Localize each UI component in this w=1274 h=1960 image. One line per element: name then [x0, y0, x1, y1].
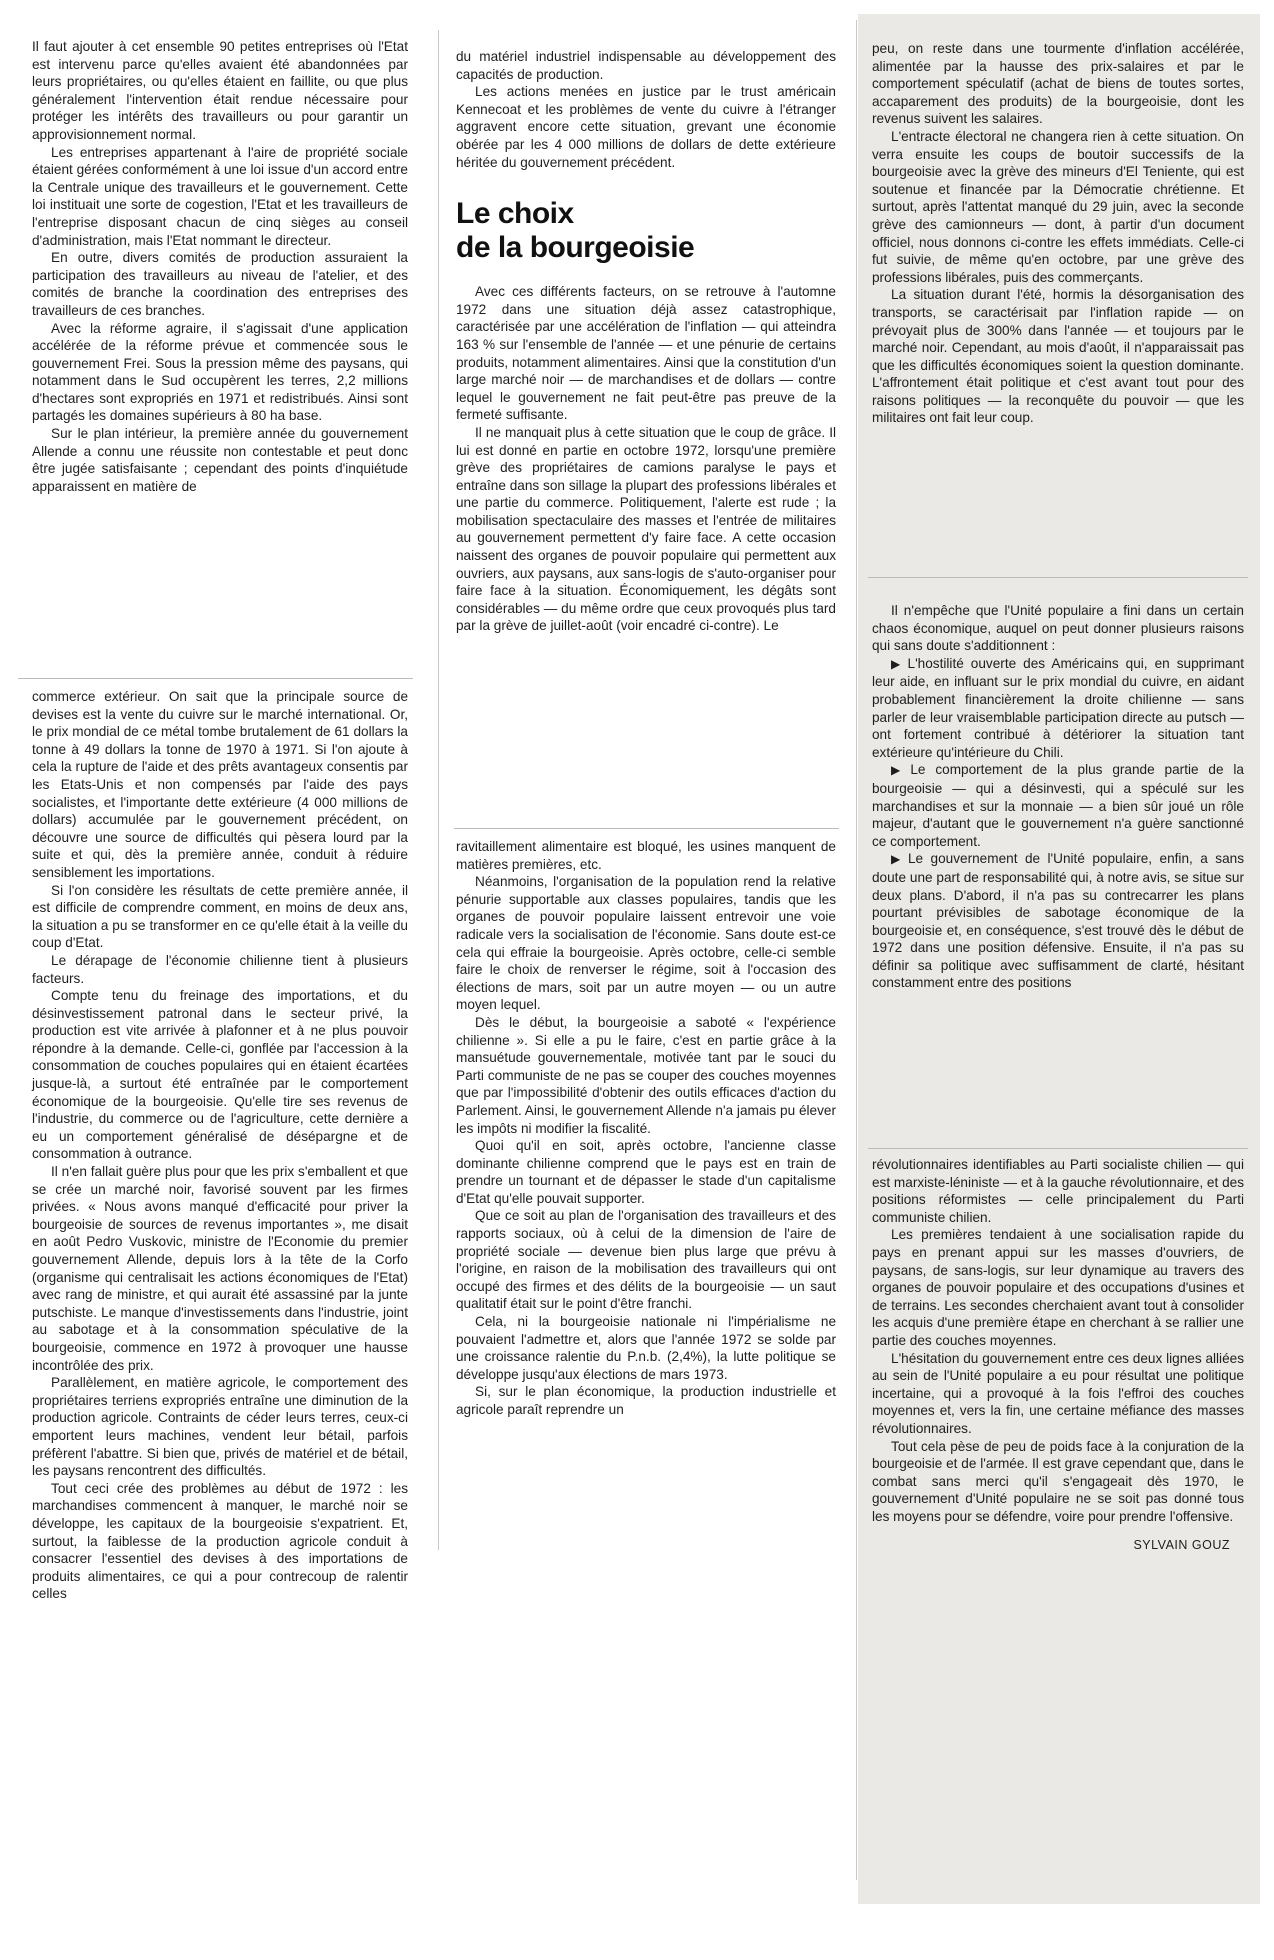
col1-top-segment	[32, 38, 408, 495]
paragraph: Il n'en fallait guère plus pour que les prix s'emballent et que se crée un marché noir, favorisé souvent par les firmes privées. « Nous avons manqué d'efficacité pour priver la bourgeoisie de sources de revenus importantes », me disait en août Pedro Vuskovic, ministre de l'Economie du premier gouvernement Allende, depuis lors à la tête de la Corfo (organisme qui centralisait les actions économiques de l'Etat) avec rang de ministre, et qui aurait été assassiné par la junte putschiste. Le manque d'investissements dans l'industrie, joint au sabotage et à la consommation spéculative de la bourgeoisie, commence en 1972 à provoquer une hausse incontrôlée des prix.	[32, 1164, 408, 1373]
cut-line-col1	[18, 678, 413, 679]
paragraph: Si, sur le plan économique, la production industrielle et agricole paraît reprendre un	[456, 1384, 836, 1417]
paragraph: L'hésitation du gouvernement entre ces deux lignes alliées au sein de l'Unité populaire a eu pour résultat une politique incertaine, qui a provoqué à la fois l'effroi des couches moyennes et, vers la fin, une certaine méfiance des masses révolutionnaires.	[872, 1350, 1244, 1436]
arrow-bullet-icon: ▶	[891, 763, 907, 778]
column-rule-right	[856, 20, 857, 1880]
column-3-middle	[872, 602, 1244, 992]
cut-line-col3	[868, 577, 1248, 578]
paragraph: Sur le plan intérieur, la première année du gouvernement Allende a connu une réussite non contestable et peut donc être jugée satisfaisante ; cependant des points d'inquiétude apparaissent en matière de	[32, 426, 408, 494]
paragraph: Les actions menées en justice par le trust américain Kennecoat et les problèmes de vente du cuivre à l'étranger aggravent encore cette situation, grevant une économie obérée par les 4 000 millions de dollars de dette extérieure héritée du gouvernement précédent.	[456, 84, 836, 170]
paragraph: Quoi qu'il en soit, après octobre, l'ancienne classe dominante chilienne comprend que le pays est en train de prendre un tournant et de dépasser le stade d'un capitalisme d'Etat qu'elle pouvait supporter.	[456, 1138, 836, 1206]
paragraph: Il ne manquait plus à cette situation que le coup de grâce. Il lui est donné en partie en octobre 1972, lorsqu'une première grève des propriétaires de camions paralyse le pays et entraîne dans son sillage la plupart des professions libérales et une partie du commerce. Politiquement, l'alerte est rude ; la mobilisation spectaculaire des masses et l'entrée de militaires au gouvernement permettent d'y faire face. A cette occasion naissent des organes de pouvoir populaire qui permettent aux ouvriers, aux paysans, aux sans-logis de s'auto-organiser pour faire face à la situation. Économiquement, les dégâts sont considérables — du même ordre que ceux provoqués plus tard par la grève de juillet-août (voir encadré ci-contre). Le	[456, 424, 836, 634]
paragraph: révolutionnaires identifiables au Parti socialiste chilien — qui est marxiste-léniniste — et à la gauche révolutionnaire, et des positions réformistes — celle principalement du Parti communiste chilien.	[872, 1157, 1244, 1225]
paragraph: Si l'on considère les résultats de cette première année, il est difficile de comprendre comment, en moins de deux ans, la situation a pu se transformer en ce qu'elle était à la veille du coup d'Etat.	[32, 882, 408, 951]
cut-line-col3b	[868, 1148, 1248, 1149]
paragraph: L'entracte électoral ne changera rien à cette situation. On verra ensuite les coups de boutoir successifs de la bourgeoisie avec la grève des mineurs d'El Teniente, qui est soutenue et financée par la Démocratie chrétienne. Et surtout, après l'attentat manqué du 29 juin, avec la seconde grève des camionneurs — dont, à partir d'un document officiel, nous donnons ci-contre les effets immédiats. Celle-ci fut suivie, de même qu'en octobre, par une grève des professions libérales, puis des commerçants.	[872, 128, 1244, 285]
paragraph: Le dérapage de l'économie chilienne tient à plusieurs facteurs.	[32, 952, 408, 986]
paragraph: ravitaillement alimentaire est bloqué, les usines manquent de matières premières, etc.	[456, 839, 836, 872]
bullet-item: ▶ Le comportement de la plus grande partie de la bourgeoisie — qui a désinvesti, qui a spéculé sur les marchandises et sur la monnaie — a bien sûr joué un rôle majeur, d'autant que le gouvernement n'a guère sanctionné ce comportement.	[872, 762, 1244, 849]
paragraph: Les entreprises appartenant à l'aire de propriété sociale étaient gérées conformément à une loi issue d'un accord entre la Centrale unique des travailleurs et le gouvernement. Cette loi instituait une sorte de cogestion, l'Etat et les travailleurs de l'entreprise disposant chacun de cinq sièges au conseil d'administration, mais l'Etat nommant le directeur.	[32, 144, 408, 248]
author-byline: SYLVAIN GOUZ	[1133, 1538, 1230, 1553]
bullet-item: ▶ Le gouvernement de l'Unité populaire, enfin, a sans doute une part de responsabilité qui, à notre avis, se situe sur deux plans. D'abord, il n'a pas su contrecarrer les plans pourtant prévisibles de sabotage économique de la bourgeoisie et, en conséquence, s'est trouvé dès le début de 1972 dans une position défensive. Ensuite, il n'a pas su définir sa politique avec suffisamment de clarté, hésitant constamment entre des positions	[872, 851, 1245, 991]
paragraph: Tout ceci crée des problèmes au début de 1972 : les marchandises commencent à manquer, le marché noir se développe, les capitaux de la bourgeoisie s'expatrient. Et, surtout, la faiblesse de la production agricole conduit à consacrer l'essentiel des devises à des importations de produits alimentaires, ce qui a pour contrecoup de ralentir celles	[32, 1480, 408, 1602]
paragraph: Néanmoins, l'organisation de la population rend la relative pénurie supportable aux classes populaires, tandis que les organes de pouvoir populaire laissent entrevoir une voie radicale vers la socialisation de l'économie. Sans doute est-ce cela qui effraie la bourgeoisie. Après octobre, celle-ci semble faire le choix de renverser le régime, soit à l'occasion des élections de mars, soit par un autre moyen — ou un autre moyen lequel.	[456, 874, 836, 1013]
arrow-bullet-icon: ▶	[891, 852, 904, 867]
column-1-continued	[32, 688, 408, 1603]
paragraph: Avec la réforme agraire, il s'agissait d'une application accélérée de la réforme prévue et commencée sous le gouvernement Frei. Sous la pression même des paysans, qui notamment dans le Sud occupèrent les terres, 2,2 millions d'hectares sont expropriés en 1971 et redistribués. Ainsi sont partagés les domaines supérieurs à 80 ha base.	[32, 320, 408, 424]
paragraph: Dès le début, la bourgeoisie a saboté « l'expérience chilienne ». Si elle a pu le faire, c'est en partie grâce à la mansuétude gouvernementale, motivée tant par le souci du Parti communiste de ne pas se couper des couches moyennes que par l'impossibilité d'obtenir des outils efficaces d'action du Parlement. Ainsi, le gouvernement Allende n'a jamais pu élever les impôts ni modifier la fiscalité.	[456, 1014, 836, 1136]
paragraph: En outre, divers comités de production assuraient la participation des travailleurs au niveau de l'atelier, et des comités de branche la coordination des entreprises des travailleurs de ces branches.	[32, 250, 408, 318]
column-3	[872, 40, 1244, 427]
cut-line-col2	[454, 828, 839, 829]
column-2	[456, 48, 836, 635]
column-2-continued	[456, 838, 836, 1419]
paragraph: Les premières tendaient à une socialisation rapide du pays en prenant appui sur les masses d'ouvriers, de paysans, de sans-logis, sur leur dynamique au travers des organes de pouvoir populaire et des occupations d'usines et de terrains. Les secondes cherchaient avant tout à consolider les acquis d'une première étape en cherchant à se rallier une partie des couches moyennes.	[872, 1227, 1244, 1348]
paragraph: Cela, ni la bourgeoisie nationale ni l'impérialisme ne pouvaient l'admettre et, alors que l'année 1972 se solde par une croissance ralentie du P.n.b. (2,4%), la lutte politique se développe jusqu'aux élections de mars 1973.	[456, 1314, 836, 1382]
paragraph: Parallèlement, en matière agricole, le comportement des propriétaires terriens expropriés entraîne une diminution de la production agricole. Contraints de céder leurs terres, ceux-ci emportent leurs machines, vendent leur bétail, parfois préfèrent l'abattre. Si bien que, privés de matériel et de bétail, les paysans rencontrent des difficultés.	[32, 1375, 408, 1479]
column-3-continued	[872, 1156, 1244, 1555]
headline-line-2: de la bourgeoisie	[456, 231, 695, 265]
paragraph: La situation durant l'été, hormis la désorganisation des transports, se caractérisait par l'inflation rapide — on prévoyait plus de 300% dans l'année — et toujours par le marché noir. Cependant, au mois d'août, il n'apparaissait pas que les difficultés économiques soient la question dominante. L'affrontement était politique et c'est avant tout pour des raisons politiques — la reconquête du pouvoir — que les militaires ont fait leur coup.	[872, 287, 1244, 426]
bullet-item: ▶ L'hostilité ouverte des Américains qui, en supprimant leur aide, en influant sur le prix mondial du cuivre, en aidant probablement financièrement la droite chilienne — sans parler de leur vraisemblable participation directe au putsch — ont fortement contribué à détériorer la situation tant extérieure qu'intérieure du Chili.	[872, 655, 1245, 760]
paragraph: Tout cela pèse de peu de poids face à la conjuration de la bourgeoisie et de l'armée. Il est grave cependant que, dans le combat sans merci qu'il s'engageait dès 1970, le gouvernement d'Unité populaire ne se soit pas donné tous les moyens pour se défendre, voire pour prendre l'offensive.	[872, 1438, 1244, 1524]
arrow-bullet-icon: ▶	[891, 656, 904, 671]
paragraph: du matériel industriel indispensable au développement des capacités de production.	[456, 49, 836, 82]
column-rule-left	[438, 30, 439, 1550]
column-1	[32, 38, 408, 495]
paragraph: Avec ces différents facteurs, on se retrouve à l'automne 1972 dans une situation déjà assez catastrophique, caractérisée par une accélération de l'inflation — qui atteindra 163 % sur l'ensemble de l'année — et une pénurie de certains produits, notamment alimentaires. Ainsi que la constitution d'un large marché noir — de marchandises et de dollars — contre lequel le gouvernement ne fait peut-être pas preuve de la fermeté suffisante.	[456, 284, 836, 423]
paragraph: commerce extérieur. On sait que la principale source de devises est la vente du cuivre sur le marché international. Or, le prix mondial de ce métal tombe brutalement de 61 dollars la tonne à 49 dollars la tonne de 1970 à 1971. Si l'on ajoute à cela la rupture de l'aide et des prêts avantageux consentis par les Etats-Unis et non compensés par l'aide des pays socialistes, et l'importante dette extérieure (4 000 millions de dollars) accumulée par le gouvernement précédent, on découvre une source de difficultés qui pèsera lourd par la suite et qui, dès la première année, conduit à réduire sensiblement les importations.	[32, 689, 408, 880]
paragraph: Il faut ajouter à cet ensemble 90 petites entreprises où l'Etat est intervenu parce qu'elles avaient été abandonnées par leurs propriétaires, ou qu'elles étaient en faillite, ou que plus généralement l'intervention était rendue nécessaire pour protéger les intérêts des travailleurs ou pour garantir un approvisionnement normal.	[32, 39, 408, 142]
headline-line-1: Le choix	[456, 197, 574, 231]
section-headline	[456, 197, 836, 265]
paragraph: Que ce soit au plan de l'organisation des travailleurs et des rapports sociaux, où à celui de la dimension de l'aire de propriété sociale — devenue bien plus large que prévu à l'origine, en raison de la mobilisation des travailleurs qui ont occupé des firmes et des délits de la bourgeoisie — un saut qualitatif était sur le point d'être franchi.	[456, 1208, 836, 1312]
paragraph: peu, on reste dans une tourmente d'inflation accélérée, alimentée par la hausse des prix-salaires et par le comportement spéculatif (achat de biens de toutes sortes, accaparement des produits) de la bourgeoisie, dont les revenus suivent les salaires.	[872, 41, 1244, 127]
paragraph: Compte tenu du freinage des importations, et du désinvestissement patronal dans le secteur privé, la production est vite arrivée à plafonner et à ne plus pouvoir répondre à la demande. Celle-ci, gonflée par l'accession à la consommation de couches populaires qui en étaient écartées jusque-là, a surtout été entraînée par le comportement économique de la bourgeoisie. Qu'elle tire ses revenus de l'industrie, du commerce ou de l'agriculture, cette dernière a eu un comportement généralisé de désépargne et de consommation à outrance.	[32, 988, 408, 1162]
paragraph: Il n'empêche que l'Unité populaire a fini dans un certain chaos économique, auquel on peut donner plusieurs raisons qui sans doute s'additionnent :	[872, 603, 1244, 654]
